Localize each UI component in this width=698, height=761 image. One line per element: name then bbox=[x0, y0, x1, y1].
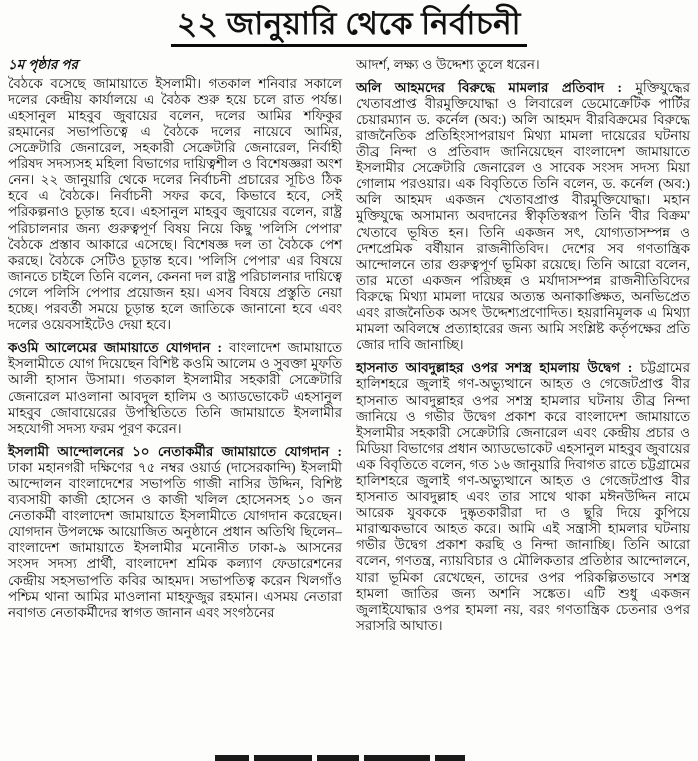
paragraph-text: বৈঠকে বসেছে জামায়াতে ইসলামী। গতকাল শনিবার সকালে দলের কেন্দ্রীয় কার্যালয়ে এ বৈঠক শুরু হয়ে চলে রাত পর্যন্ত। এহসানুল মাহবুব জুবায়ের বলেন, দলের আমির শফিকুর রহমানের সভাপতিত্বে এ বৈঠকে দলের নায়েবে আমির, সেক্রেটারি জেনারেল, সহকারী সেক্রেটারি জেনারেল, নির্বাহী পরিষদ সদস্যসহ মহিলা বিভাগের দায়িত্বশীল ও বিশেষজ্ঞরা অংশ নেন। ২২ জানুয়ারি থেকে দলের নির্বাচনী প্রচারের সূচিও ঠিক হবে এ বৈঠকে। নির্বাচনী সফর কবে, কিভাবে হবে, সেই পরিকল্পনাও চূড়ান্ত হবে। এহসানুল মাহবুব জুবায়ের বলেন, রাষ্ট্র পরিচালনার জন্য গুরুত্বপূর্ণ বিষয় নিয়ে কিছু 'পলিসি পেপার' বৈঠকে প্রস্তাব আকারে এসেছে। বিশেষজ্ঞ দল তা বৈঠকে পেশ করছে। বৈঠকে সেটিও চূড়ান্ত হবে। 'পলিসি পেপার' এর বিষয়ে জানতে চাইলে তিনি বলেন, কেননা দল রাষ্ট্র পরিচালনার দায়িত্বে গেলে পলিসি পেপার প্রয়োজন হয়। এসব বিষয়ে প্রস্তুতি নেয়া হচ্ছে। পরবর্তী সময়ে চূড়ান্ত হলে জাতিকে জানানো হবে এবং দলের ওয়েবসাইটেও দেয়া হবে। bbox=[8, 75, 342, 333]
article-paragraph bbox=[356, 360, 690, 634]
article-headline bbox=[8, 6, 690, 47]
clipped-next-line-fragment bbox=[215, 755, 475, 761]
article-paragraph bbox=[8, 76, 342, 334]
article-paragraph bbox=[8, 444, 342, 621]
paragraph-text: ঢাকা মহানগরী দক্ষিণের ৭৫ নম্বর ওয়ার্ড (দাসেরকান্দি) ইসলামী আন্দোলন বাংলাদেশের সভাপতি গাজী নাসির উদ্দিন, বিশিষ্ট ব্যবসায়ী কাজী হোসেন ও কাজী খলিল হোসেনসহ ১০ জন নেতাকর্মী বাংলাদেশ জামায়াতে ইসলামীতে যোগদান করেছেন। যোগদান উপলক্ষে আয়োজিত অনুষ্ঠানে প্রধান অতিথি ছিলেন– বাংলাদেশ জামায়াতে ইসলামীর মনোনীত ঢাকা-৯ আসনের সংসদ সদস্য প্রার্থী, বাংলাদেশ শ্রমিক কল্যাণ ফেডারেশনের কেন্দ্রীয় সহসভাপতি কবির আহমদ। সভাপতিত্ব করেন খিলগাঁও পশ্চিম থানা আমির মাওলানা মাহফুজুর রহমান। এসময় নেতারা নবাগত নেতাকর্মীদের স্বাগত জানান এবং সংগঠনের bbox=[8, 459, 342, 620]
paragraph-lead: ইসলামী আন্দোলনের ১০ নেতাকর্মীর জামায়াতে যোগদান : bbox=[8, 443, 342, 459]
paragraph-text: আদর্শ, লক্ষ্য ও উদ্দেশ্য তুলে ধরেন। bbox=[356, 56, 540, 72]
article-columns bbox=[8, 57, 690, 641]
continuation-note: ১ম পৃষ্ঠার পর bbox=[8, 56, 78, 72]
column-right bbox=[356, 57, 690, 641]
article-paragraph bbox=[8, 340, 342, 437]
article-paragraph bbox=[356, 80, 690, 354]
paragraph-text: মুক্তিযুদ্ধের খেতাবপ্রাপ্ত বীরমুক্তিযোদ্ধা ও লিবারেল ডেমোক্রেটিক পার্টির চেয়ারম্যান ড. কর্নেল (অব:) অলি আহমদ বীরবিক্রমের বিরুদ্ধে রাজনৈতিক প্রতিহিংসাপরায়ণ মিথ্যা মামলা দায়েরের ঘটনায় তীব্র নিন্দা ও প্রতিবাদ জানিয়েছেন বাংলাদেশ জামায়াতে ইসলামীর সেক্রেটারি জেনারেল ও সাবেক সংসদ সদস্য মিয়া গোলাম পরওয়ার। এক বিবৃতিতে তিনি বলেন, ড. কর্নেল (অব:) অলি আহমদ একজন খেতাবপ্রাপ্ত বীরমুক্তিযোদ্ধা। মহান মুক্তিযুদ্ধে অসামান্য অবদানের স্বীকৃতিস্বরূপ তিনি 'বীর বিক্রম' খেতাবে ভূষিত হন। তিনি একজন সৎ, যোগ্যতাসম্পন্ন ও দেশপ্রেমিক বর্ষীয়ান রাজনীতিবিদ। দেশের সব গণতান্ত্রিক আন্দোলনে তার গুরুত্বপূর্ণ ভূমিকা রয়েছে। তিনি আরো বলেন, তার মতো একজন পরিচ্ছন্ন ও মর্যাদাসম্পন্ন রাজনীতিবিদের বিরুদ্ধে মিথ্যা মামলা দায়ের অত্যন্ত অনাকাঙ্ক্ষিত, অনভিপ্রেত এবং রাজনৈতিক অসৎ উদ্দেশ্যপ্রণোদিত। হয়রানিমূলক এ মিথ্যা মামলা অবিলম্বে প্রত্যাহারের জন্য আমি সংশ্লিষ্ট কর্তৃপক্ষের প্রতি জোর দাবি জানাচ্ছি। bbox=[356, 79, 690, 353]
paragraph-text: বাংলাদেশ জামায়াতে ইসলামীতে যোগ দিয়েছেন বিশিষ্ট কওমি আলেম ও সুবক্তা মুফতি আলী হাসান উসামা। গতকাল ইসলামীর সহকারী সেক্রেটারি জেনারেল মাওলানা আবদুল হালিম ও অ্যাডভোকেট এহসানুল মাহবুব জোবায়েরের উপস্থিতিতে তিনি জামায়াতে ইসলামীর সহযোগী সদস্য ফরম পূরণ করেন। bbox=[8, 340, 343, 436]
article-paragraph bbox=[356, 57, 690, 73]
paragraph-text: চট্টগ্রামের হালিশহরে জুলাই গণ-অভ্যুত্থানে আহত ও গেজেটপ্রাপ্ত বীর হাসনাত আবদুল্লাহর ওপর সশস্ত্র হামলার ঘটনায় তীব্র নিন্দা জানিয়ে ও গভীর উদ্বেগ প্রকাশ করে বাংলাদেশ জামায়াতে ইসলামীর সহকারী সেক্রেটারি জেনারেল এবং কেন্দ্রীয় প্রচার ও মিডিয়া বিভাগের প্রধান অ্যাডভোকেট এহসানুল মাহবুব জুবায়ের এক বিবৃতিতে বলেন, গত ১৬ জানুয়ারি দিবাগত রাতে চট্টগ্রামের হালিশহরে জুলাই গণ-অভ্যুত্থানে আহত ও গেজেটপ্রাপ্ত বীর হাসনাত আবদুল্লাহ এবং তার সাথে থাকা মঈনউদ্দিন নামে আরেক যুবককে দুষ্কৃতকারীরা দা ও ছুরি দিয়ে কুপিয়ে মারাত্মকভাবে আহত করে। আমি এই সন্ত্রাসী হামলার ঘটনায় গভীর উদ্বেগ প্রকাশ করছি ও নিন্দা জানাচ্ছি। তিনি আরো বলেন, গণতন্ত্র, ন্যায়বিচার ও মৌলিকতার প্রতিষ্ঠার আন্দোলনে, যারা ভূমিকা রেখেছেন, তাদের ওপর পরিকল্পিতভাবে সশস্ত্র হামলা জাতির জন্য অশনি সঙ্কেত। এটি শুধু একজন জুলাইযোদ্ধার ওপর হামলা নয়, বরং গণতান্ত্রিক চেতনার ওপর সরাসরি আঘাত। bbox=[356, 360, 690, 633]
headline-text: ২২ জানুয়ারি থেকে নির্বাচনী bbox=[171, 6, 527, 47]
paragraph-lead: হাসনাত আবদুল্লাহর ওপর সশস্ত্র হামলায় উদ্বেগ : bbox=[356, 360, 641, 376]
column-left bbox=[8, 57, 342, 628]
paragraph-lead: অলি আহমদের বিরুদ্ধে মামলার প্রতিবাদ : bbox=[356, 79, 636, 95]
paragraph-lead: কওমি আলেমের জামায়াতে যোগদান : bbox=[8, 340, 230, 356]
